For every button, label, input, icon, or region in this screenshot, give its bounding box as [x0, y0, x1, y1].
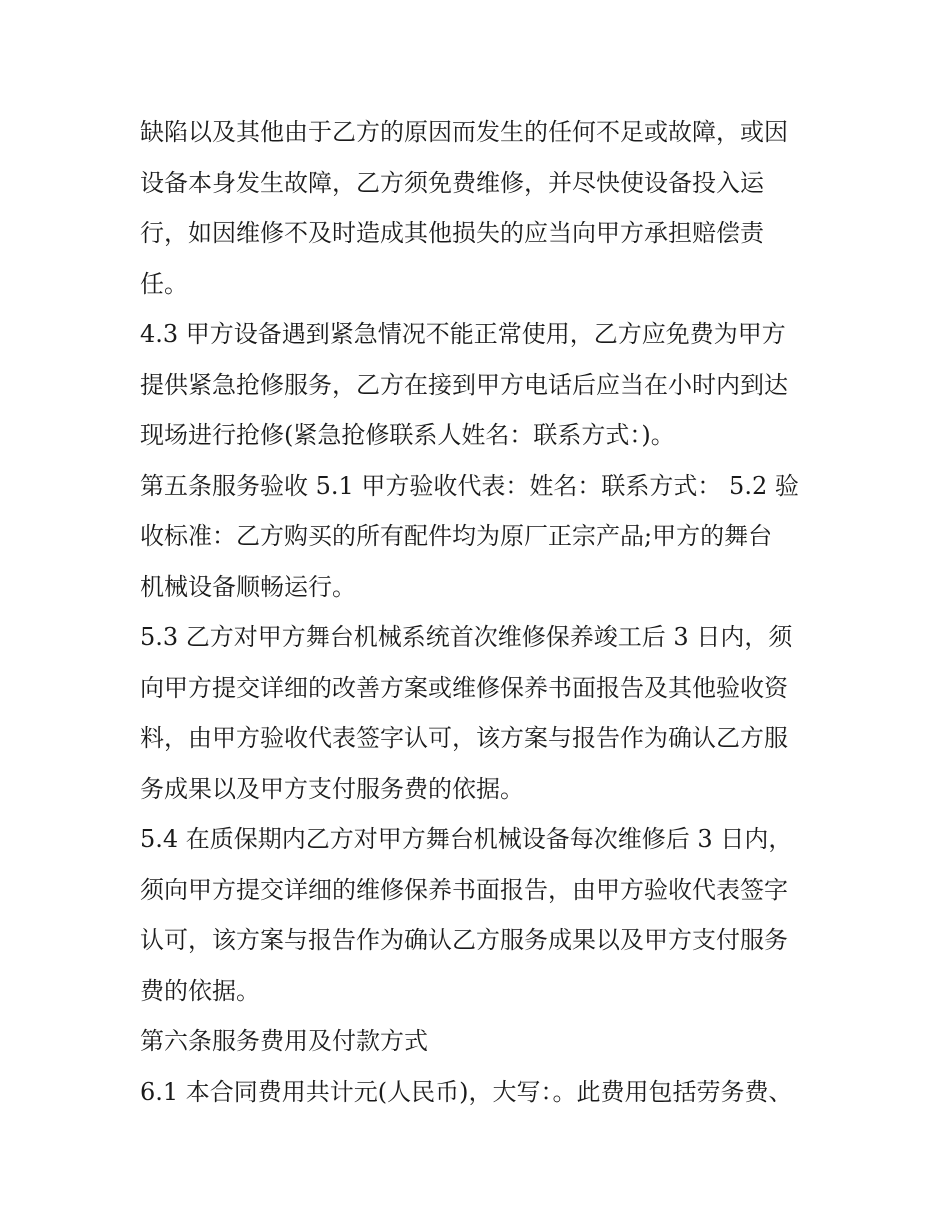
text-line: 设备本身发生故障，乙方须免费维修，并尽快使设备投入运	[140, 168, 764, 197]
clause-4-3-line: 4.3 甲方设备遇到紧急情况不能正常使用，乙方应免费为甲方	[140, 320, 786, 348]
text-line: 收标准：乙方购买的所有配件均为原厂正宗产品;甲方的舞台	[140, 522, 773, 550]
text-line: 任。	[140, 269, 188, 298]
clause-5-3-line: 5.3 乙方对甲方舞台机械系统首次维修保养竣工后 3 日内，须	[140, 623, 793, 651]
text-line: 料，由甲方验收代表签字认可，该方案与报告作为确认乙方服	[140, 724, 788, 752]
text-line: 提供紧急抢修服务，乙方在接到甲方电话后应当在小时内到达	[140, 370, 788, 399]
clause-5-4-line: 5.4 在质保期内乙方对甲方舞台机械设备每次维修后 3 日内，	[140, 825, 793, 853]
text-line: 务成果以及甲方支付服务费的依据。	[140, 774, 524, 803]
text-line: 须向甲方提交详细的维修保养书面报告，由甲方验收代表签字	[140, 875, 788, 904]
article-5-heading-line: 第五条服务验收 5.1 甲方验收代表：姓名：联系方式： 5.2 验	[140, 471, 799, 500]
text-line: 向甲方提交详细的改善方案或维修保养书面报告及其他验收资	[140, 673, 788, 702]
article-6-heading: 第六条服务费用及付款方式	[140, 1027, 428, 1055]
text-line: 费的依据。	[140, 976, 260, 1005]
text-line: 机械设备顺畅运行。	[140, 572, 356, 601]
clause-6-1-line: 6.1 本合同费用共计元(人民币)，大写：。此费用包括劳务费、	[140, 1077, 793, 1106]
document-body	[140, 107, 820, 1117]
text-line: 行，如因维修不及时造成其他损失的应当向甲方承担赔偿责	[140, 219, 764, 247]
text-line: 缺陷以及其他由于乙方的原因而发生的任何不足或故障，或因	[140, 118, 788, 146]
text-line: 现场进行抢修(紧急抢修联系人姓名：联系方式：)。	[140, 421, 675, 449]
text-line: 认可，该方案与报告作为确认乙方服务成果以及甲方支付服务	[140, 926, 788, 954]
